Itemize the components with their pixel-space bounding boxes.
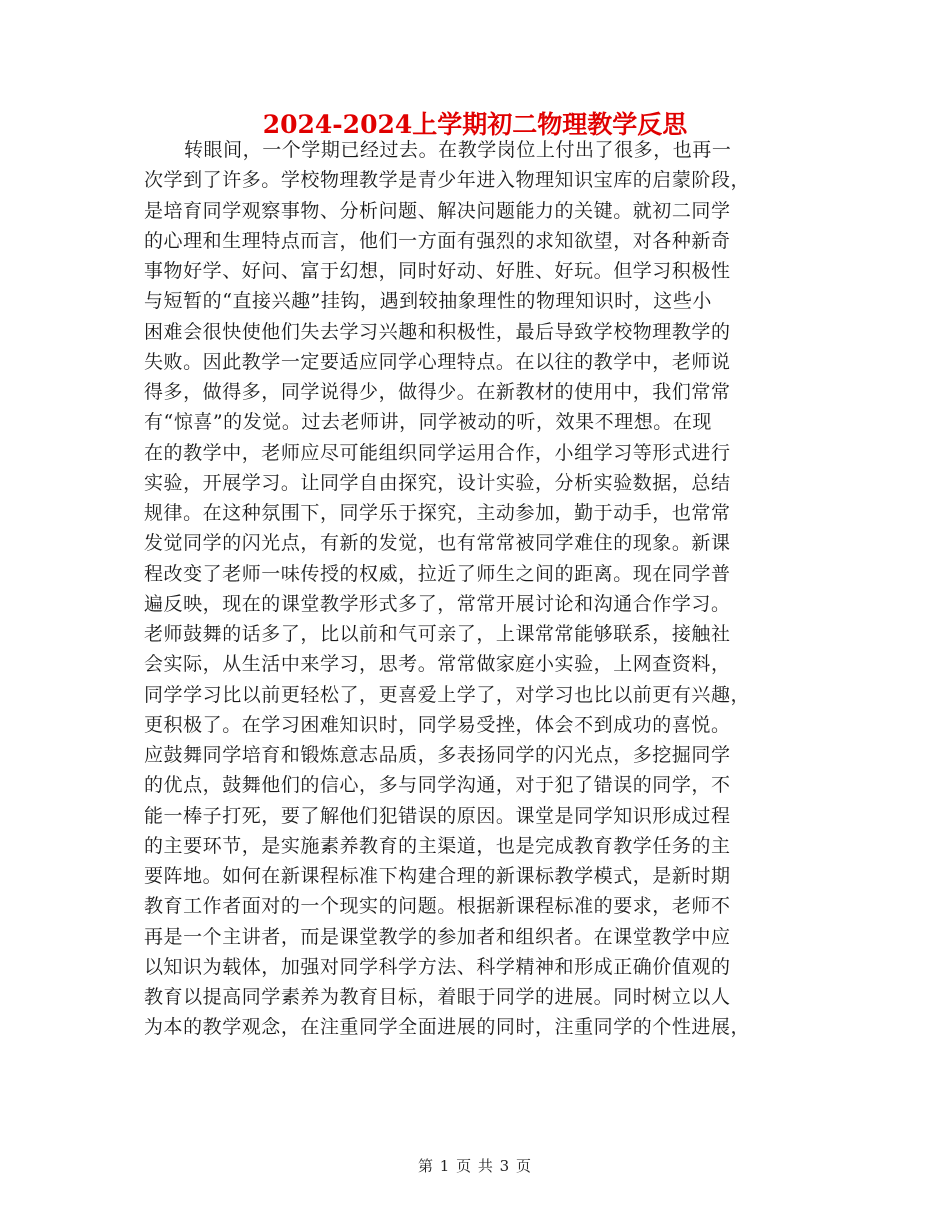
body-line: 更积极了。在学习困难知识时，同学易受挫，体会不到成功的喜悦。 (144, 713, 731, 736)
body-line: 教育工作者面对的一个现实的问题。根据新课程标准的要求，老师不 (144, 895, 731, 918)
body-line: 在的教学中，老师应尽可能组织同学运用合作，小组学习等形式进行 (144, 441, 731, 464)
body-line: 发觉同学的闪光点，有新的发觉，也有常常被同学难住的现象。新课 (144, 532, 731, 555)
body-line: 的优点，鼓舞他们的信心，多与同学沟通，对于犯了错误的同学，不 (144, 774, 731, 797)
body-line: 要阵地。如何在新课程标准下构建合理的新课标教学模式，是新时期 (144, 865, 731, 887)
body-line: 遍反映，现在的课堂教学形式多了，常常开展讨论和沟通合作学习。 (144, 592, 731, 615)
body-line: 规律。在这种氛围下，同学乐于探究，主动参加，勤于动手，也常常 (144, 502, 731, 524)
body-line: 能一棒子打死，要了解他们犯错误的原因。课堂是同学知识形成过程 (144, 804, 731, 827)
body-line: 的主要环节，是实施素养教育的主渠道，也是完成教育教学任务的主 (144, 834, 731, 857)
body-line: 的心理和生理特点而言，他们一方面有强烈的求知欲望，对各种新奇 (144, 229, 731, 252)
body-line: 教育以提高同学素养为教育目标，着眼于同学的进展。同时树立以人 (144, 986, 731, 1008)
body-line: 转眼间，一个学期已经过去。在教学岗位上付出了很多，也再一 (184, 139, 732, 161)
body-line: 程改变了老师一味传授的权威，拉近了师生之间的距离。现在同学普 (144, 562, 731, 585)
body-line: 实验，开展学习。让同学自由探究，设计实验，分析实验数据，总结 (144, 471, 731, 494)
body-line: 应鼓舞同学培育和锻炼意志品质，多表扬同学的闪光点，多挖掘同学 (144, 744, 731, 766)
body-line: 有“惊喜”的发觉。过去老师讲，同学被动的听，效果不理想。在现 (144, 411, 712, 434)
body-line: 同学学习比以前更轻松了，更喜爱上学了，对学习也比以前更有兴趣， (144, 683, 751, 706)
body-line: 会实际，从生活中来学习，思考。常常做家庭小实验，上网查资料， (144, 653, 731, 676)
body-line: 是培育同学观察事物、分析问题、解决问题能力的关键。就初二同学 (144, 199, 731, 222)
document-title: 2024-2024上学期初二物理教学反思 (262, 110, 688, 139)
page-number-footer: 第 1 页 共 3 页 (418, 1157, 532, 1175)
body-line: 次学到了许多。学校物理教学是青少年进入物理知识宝库的启蒙阶段， (144, 169, 751, 192)
body-line: 老师鼓舞的话多了，比以前和气可亲了，上课常常能够联系，接触社 (144, 623, 731, 645)
body-line: 困难会很快使他们失去学习兴趣和积极性，最后导致学校物理教学的 (144, 320, 731, 343)
body-line: 得多，做得多，同学说得少，做得少。在新教材的使用中，我们常常 (144, 381, 731, 403)
body-line: 再是一个主讲者，而是课堂教学的参加者和组织者。在课堂教学中应 (144, 925, 731, 948)
body-line: 失败。因此教学一定要适应同学心理特点。在以往的教学中，老师说 (144, 350, 731, 373)
body-line: 与短暂的“直接兴趣”挂钩，遇到较抽象理性的物理知识时，这些小 (144, 290, 712, 313)
body-line: 事物好学、好问、富于幻想，同时好动、好胜、好玩。但学习积极性 (144, 260, 731, 282)
body-line: 以知识为载体，加强对同学科学方法、科学精神和形成正确价值观的 (144, 955, 731, 978)
document-body (144, 135, 804, 1043)
body-line: 为本的教学观念，在注重同学全面进展的同时，注重同学的个性进展， (144, 1016, 751, 1039)
